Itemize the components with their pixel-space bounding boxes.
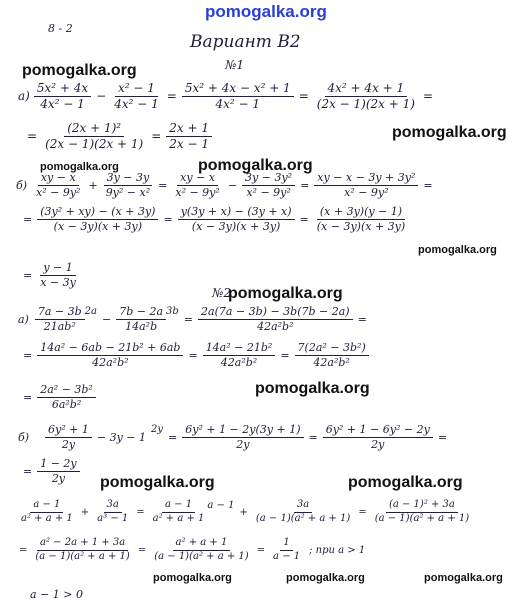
operator: =	[19, 544, 28, 556]
s2-a-line1	[18, 306, 372, 332]
numerator: (2x + 1)²	[64, 122, 124, 137]
operator: +	[239, 506, 248, 518]
operator: =	[168, 430, 178, 444]
numerator: 2x + 1	[166, 122, 212, 137]
s2-c-line2	[14, 538, 365, 562]
operator: =	[137, 544, 147, 556]
fraction	[37, 262, 79, 288]
fraction	[295, 342, 369, 368]
denominator: 4x² − 1	[114, 96, 159, 111]
watermark-4: pomogalka.org	[198, 157, 313, 174]
fraction	[37, 458, 79, 484]
denominator: x − 3y	[40, 275, 76, 289]
denominator: 2y	[51, 471, 66, 485]
fraction	[253, 500, 353, 524]
denominator: 2x − 1	[169, 136, 210, 151]
denominator: (x − 3y)(x + 3y)	[53, 219, 143, 233]
watermark-12-small: pomogalka.org	[424, 572, 503, 584]
denominator: x² − 9y²	[175, 185, 220, 199]
denominator: 6a²b²	[51, 397, 82, 411]
denominator: 2y	[371, 437, 385, 451]
denominator: (a − 1)(a² + a + 1)	[255, 512, 351, 524]
operator: =	[136, 506, 145, 518]
watermark-1: pomogalka.org	[22, 62, 137, 79]
fraction	[203, 342, 276, 368]
operator: =	[23, 212, 33, 226]
fraction	[270, 538, 303, 562]
operator: =	[256, 544, 266, 556]
numerator: 1	[280, 538, 292, 551]
s2-b-line1	[18, 424, 452, 450]
denominator: a² + a + 1	[21, 512, 73, 524]
operator: =	[23, 464, 33, 478]
operator: =	[308, 430, 318, 444]
numerator: 2a(7a − 3b) − 3b(7b − 2a)	[198, 306, 353, 320]
operator: =	[27, 129, 38, 144]
fraction	[314, 206, 408, 232]
numerator: (a − 1)² + 3a	[386, 500, 458, 513]
fraction	[314, 172, 418, 198]
multiplier-note: a − 1	[207, 500, 235, 511]
task-number-2: №2	[212, 286, 231, 300]
numerator: a − 1	[30, 500, 63, 513]
operator: =	[163, 212, 173, 226]
watermark-6: pomogalka.org	[228, 285, 343, 302]
watermark-8: pomogalka.org	[100, 474, 215, 491]
operator: =	[423, 178, 433, 192]
operator: =	[298, 89, 309, 104]
operator: +	[80, 506, 90, 518]
operator: =	[280, 348, 290, 362]
denominator: 42a²b²	[220, 355, 258, 369]
operator: =	[166, 89, 177, 104]
fraction	[37, 342, 183, 368]
operator: =	[358, 506, 367, 518]
fraction	[372, 500, 472, 524]
s1-b-line2	[18, 206, 408, 232]
numerator: 7a − 3b	[35, 306, 85, 320]
fraction	[37, 384, 96, 410]
denominator: (a − 1)(a² + a + 1)	[35, 550, 130, 562]
s1-b-line1	[16, 172, 438, 198]
numerator: a − 1	[162, 500, 195, 513]
watermark-2: pomogalka.org	[392, 124, 507, 141]
numerator: 14a² − 6ab − 21b² + 6ab	[37, 342, 183, 356]
fraction	[166, 122, 212, 150]
operator: − 3y − 1	[96, 430, 146, 444]
operator: −	[96, 89, 107, 104]
denominator: 42a²b²	[257, 319, 294, 333]
fraction	[103, 172, 153, 198]
watermark-9: pomogalka.org	[348, 474, 463, 491]
numerator: 5x² + 4x	[34, 82, 91, 97]
numerator: 3a	[104, 500, 122, 513]
denominator: a² + a + 1	[152, 512, 205, 524]
fraction	[172, 172, 222, 198]
denominator: a³ − 1	[97, 512, 129, 524]
operator: −	[227, 178, 238, 192]
denominator: (x − 3y)(x + 3y)	[316, 219, 406, 233]
operator: =	[357, 312, 367, 326]
operator: −	[102, 312, 112, 326]
operator: =	[23, 348, 33, 362]
denominator: x² − 9y²	[344, 185, 389, 199]
s2-a-line2	[18, 342, 369, 368]
numerator: 2a² − 3b²	[37, 384, 96, 398]
numerator: 3y − 3y	[104, 172, 153, 186]
fraction	[94, 500, 131, 524]
watermark-7: pomogalka.org	[255, 380, 370, 397]
numerator: y(3y + x) − (3y + x)	[178, 206, 295, 220]
s1-a-line2	[22, 122, 212, 150]
variant-title: Вариант В2	[190, 32, 301, 52]
numerator: (x + 3y)(y − 1)	[317, 206, 405, 220]
numerator: 5x² + 4x − x² + 1	[182, 82, 294, 97]
s2-b-line2	[18, 458, 80, 484]
fraction	[182, 424, 303, 450]
numerator: 3y − 3y²	[242, 172, 295, 186]
denominator: 2y	[61, 437, 76, 451]
operator: =	[422, 89, 433, 104]
task-number-1: №1	[225, 58, 244, 72]
operator: =	[299, 212, 309, 226]
numerator: x² − 1	[115, 82, 158, 97]
fraction	[150, 500, 208, 524]
numerator: 4x² + 4x + 1	[325, 82, 408, 97]
operator: =	[188, 348, 198, 362]
s2-c-line1	[18, 500, 472, 524]
fraction	[314, 82, 418, 110]
denominator: (a − 1)(a² + a + 1)	[374, 512, 470, 524]
fraction	[111, 82, 162, 110]
denominator: x² − 9y²	[36, 185, 81, 199]
s2-b-label: б)	[18, 430, 30, 444]
numerator: 6y² + 1 − 6y² − 2y	[323, 424, 433, 438]
numerator: xy − x − 3y + 3y²	[314, 172, 418, 186]
denominator: 42a²b²	[92, 355, 129, 369]
fraction	[198, 306, 353, 332]
numerator: 1 − 2y	[37, 458, 79, 472]
denominator: 42a²b²	[313, 355, 350, 369]
s2-c-line3: a − 1 > 0	[30, 588, 83, 601]
denominator: 9y² − x²	[105, 185, 151, 199]
operator: =	[183, 312, 194, 326]
numerator: xy − x	[38, 172, 79, 186]
multiplier-note: 2a	[84, 306, 97, 317]
fraction	[151, 538, 251, 562]
fraction	[32, 538, 132, 562]
fraction	[33, 172, 83, 198]
site-watermark-top: pomogalka.org	[205, 2, 327, 21]
multiplier-note: 3b	[166, 306, 179, 317]
operator: =	[23, 390, 33, 404]
fraction	[34, 82, 91, 110]
operator: =	[158, 178, 168, 192]
denominator: (2x − 1)(2x + 1)	[45, 136, 144, 151]
fraction	[323, 424, 433, 450]
denominator: 4x² − 1	[40, 96, 85, 111]
watermark-3-small: pomogalka.org	[40, 161, 119, 173]
denominator: 4x² − 1	[215, 96, 261, 111]
fraction	[35, 306, 85, 332]
numerator: xy − x	[177, 172, 218, 186]
fraction	[37, 206, 158, 232]
s1-b-label: б)	[16, 178, 28, 192]
fraction	[242, 172, 295, 198]
numerator: 7b − 2a	[116, 306, 166, 320]
numerator: a² − 2a + 1 + 3a	[37, 538, 128, 551]
denominator: 21ab²	[43, 319, 76, 333]
denominator: a − 1	[273, 550, 301, 562]
numerator: a² + a + 1	[173, 538, 231, 551]
class-label: 8 - 2	[48, 22, 73, 35]
watermark-10-small: pomogalka.org	[153, 572, 232, 584]
numerator: 14a² − 21b²	[203, 342, 276, 356]
s1-a-label: а)	[18, 89, 30, 104]
watermark-11-small: pomogalka.org	[286, 572, 365, 584]
fraction	[182, 82, 294, 110]
denominator: x² − 9y²	[246, 185, 291, 199]
operator: =	[300, 178, 310, 192]
s1-a-line1	[18, 82, 438, 110]
denominator: 2y	[236, 437, 250, 451]
multiplier-note: 2y	[151, 424, 164, 435]
condition-text: ; при a > 1	[309, 544, 366, 556]
s2-a-label: а)	[18, 312, 29, 326]
s1-b-line3	[18, 262, 79, 288]
numerator: y − 1	[40, 262, 75, 276]
fraction	[178, 206, 295, 232]
operator: +	[88, 178, 98, 192]
denominator: (x − 3y)(x + 3y)	[191, 219, 281, 233]
numerator: 7(2a² − 3b²)	[295, 342, 369, 356]
fraction	[116, 306, 166, 332]
denominator: (a − 1)(a² + a + 1)	[154, 550, 249, 562]
operator: =	[437, 430, 448, 444]
fraction	[45, 424, 92, 450]
numerator: 3a	[294, 500, 312, 513]
fraction	[18, 500, 76, 524]
denominator: (2x − 1)(2x + 1)	[316, 96, 415, 111]
denominator: 14a²b	[125, 319, 158, 333]
numerator: 6y² + 1	[45, 424, 92, 438]
watermark-5-small: pomogalka.org	[418, 244, 497, 256]
operator: =	[151, 129, 162, 144]
numerator: (3y² + xy) − (x + 3y)	[37, 206, 158, 220]
s2-a-line3	[18, 384, 96, 410]
fraction	[42, 122, 146, 150]
operator: =	[23, 268, 33, 282]
numerator: 6y² + 1 − 2y(3y + 1)	[182, 424, 303, 438]
